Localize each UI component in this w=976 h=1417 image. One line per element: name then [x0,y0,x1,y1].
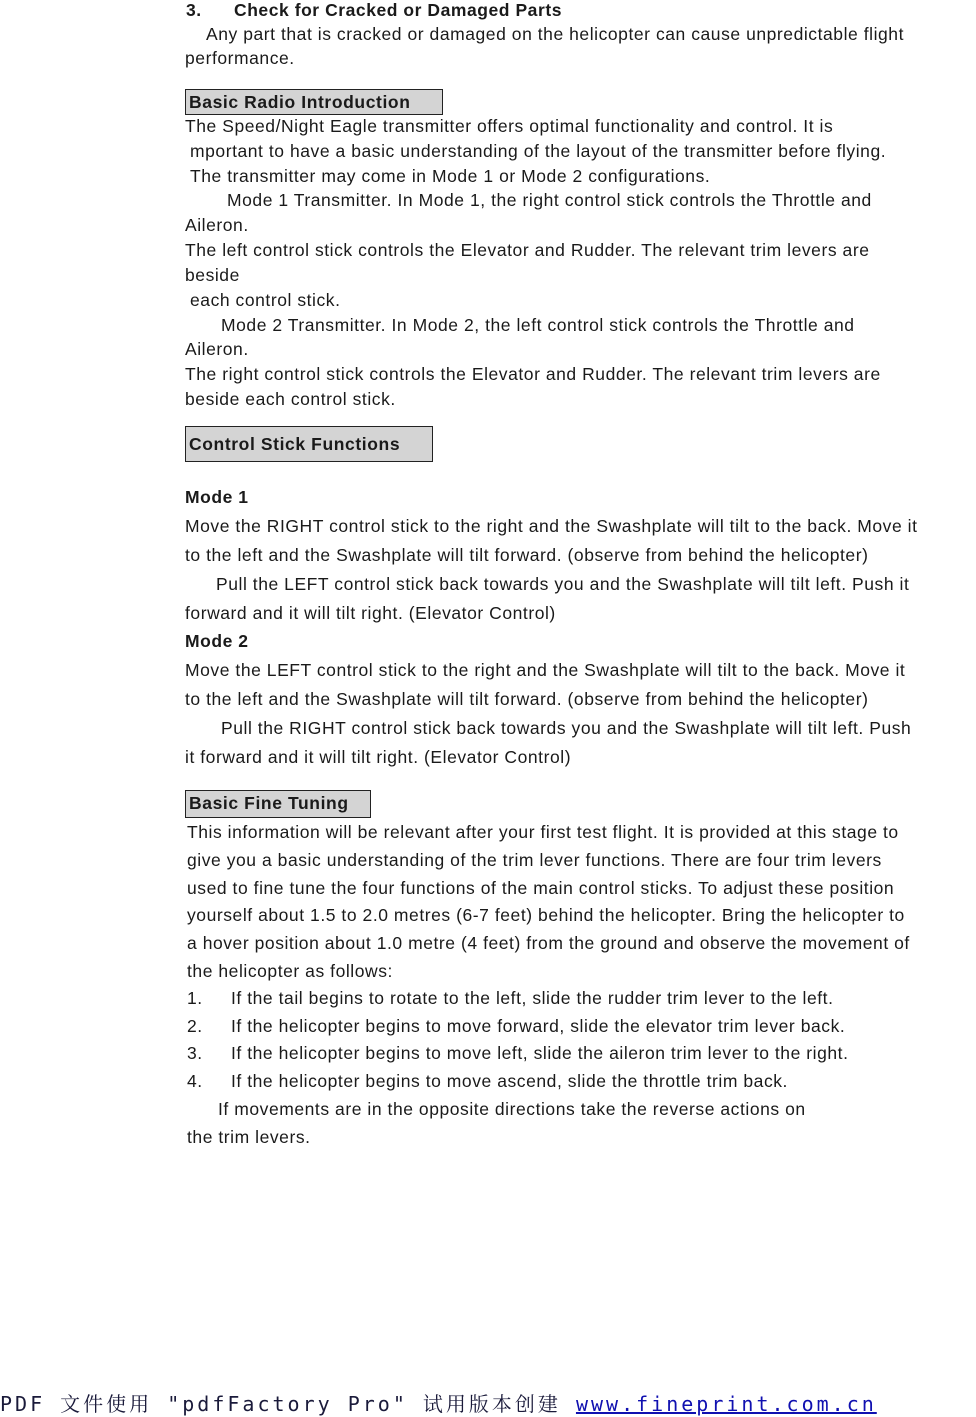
paragraph-line: beside [185,265,240,285]
section-number: 3. [186,0,202,20]
paragraph-line: used to fine tune the four functions of the main control sticks. To adjust these position [187,878,895,898]
heading-control-stick-functions: Control Stick Functions [185,426,433,462]
paragraph-line: the trim levers. [187,1127,311,1147]
paragraph-line: This information will be relevant after your first test flight. It is provided at this stage to [187,822,899,842]
paragraph-line: the helicopter as follows: [187,961,393,981]
paragraph-line: Mode 2 Transmitter. In Mode 2, the left control stick controls the Throttle and [221,315,855,335]
section-title: Check for Cracked or Damaged Parts [234,0,562,20]
list-item-text: If the helicopter begins to move ascend, slide the throttle trim back. [231,1071,788,1091]
paragraph-line: Aileron. [185,339,249,359]
paragraph-line: Any part that is cracked or damaged on the helicopter can cause unpredictable flight [206,24,904,44]
paragraph-line: If movements are in the opposite directions take the reverse actions on [218,1099,806,1119]
list-item-number: 3. [187,1043,203,1063]
paragraph-line: Aileron. [185,215,249,235]
list-item-number: 4. [187,1071,203,1091]
paragraph-line: to the left and the Swashplate will tilt forward. (observe from behind the helicopter) [185,545,869,565]
footer-link[interactable]: www.fineprint.com.cn [575,1392,877,1416]
mode-1-title: Mode 1 [185,487,249,507]
paragraph-line: The Speed/Night Eagle transmitter offers optimal functionality and control. It is [185,116,834,136]
paragraph-line: a hover position about 1.0 metre (4 feet) from the ground and observe the movement of [187,933,910,953]
pdf-footer [0,1388,877,1417]
list-item-number: 2. [187,1016,203,1036]
paragraph-line: it forward and it will tilt right. (Elevator Control) [185,747,572,767]
paragraph-line: Mode 1 Transmitter. In Mode 1, the right control stick controls the Throttle and [227,190,872,210]
list-item-number: 1. [187,988,203,1008]
paragraph-line: The transmitter may come in Mode 1 or Mode 2 configurations. [190,166,711,186]
mode-2-title: Mode 2 [185,631,249,651]
paragraph-line: Pull the LEFT control stick back towards you and the Swashplate will tilt left. Push it [216,574,910,594]
paragraph-line: Pull the RIGHT control stick back towards you and the Swashplate will tilt left. Push [221,718,912,738]
heading-basic-fine-tuning: Basic Fine Tuning [185,790,371,818]
footer-text: PDF 文件使用 "pdfFactory Pro" 试用版本创建 [0,1392,576,1416]
paragraph-line: The right control stick controls the Elevator and Rudder. The relevant trim levers are [185,364,881,384]
paragraph-line: mportant to have a basic understanding of the layout of the transmitter before flying. [190,141,887,161]
paragraph-line: yourself about 1.5 to 2.0 metres (6-7 feet) behind the helicopter. Bring the helicopter to [187,905,905,925]
list-item-text: If the tail begins to rotate to the left, slide the rudder trim lever to the left. [231,988,834,1008]
paragraph-line: The left control stick controls the Elevator and Rudder. The relevant trim levers are [185,240,870,260]
paragraph-line: to the left and the Swashplate will tilt forward. (observe from behind the helicopter) [185,689,869,709]
paragraph-line: Move the RIGHT control stick to the right and the Swashplate will tilt to the back. Move it [185,516,918,536]
paragraph-line: give you a basic understanding of the trim lever functions. There are four trim levers [187,850,882,870]
paragraph-line: forward and it will tilt right. (Elevator Control) [185,603,556,623]
paragraph-line: beside each control stick. [185,389,396,409]
paragraph-line: Move the LEFT control stick to the right and the Swashplate will tilt to the back. Move it [185,660,906,680]
paragraph-line: performance. [185,48,295,68]
paragraph-line: each control stick. [190,290,341,310]
list-item-text: If the helicopter begins to move forward, slide the elevator trim lever back. [231,1016,846,1036]
heading-basic-radio-introduction: Basic Radio Introduction [185,89,443,115]
list-item-text: If the helicopter begins to move left, slide the aileron trim lever to the right. [231,1043,849,1063]
